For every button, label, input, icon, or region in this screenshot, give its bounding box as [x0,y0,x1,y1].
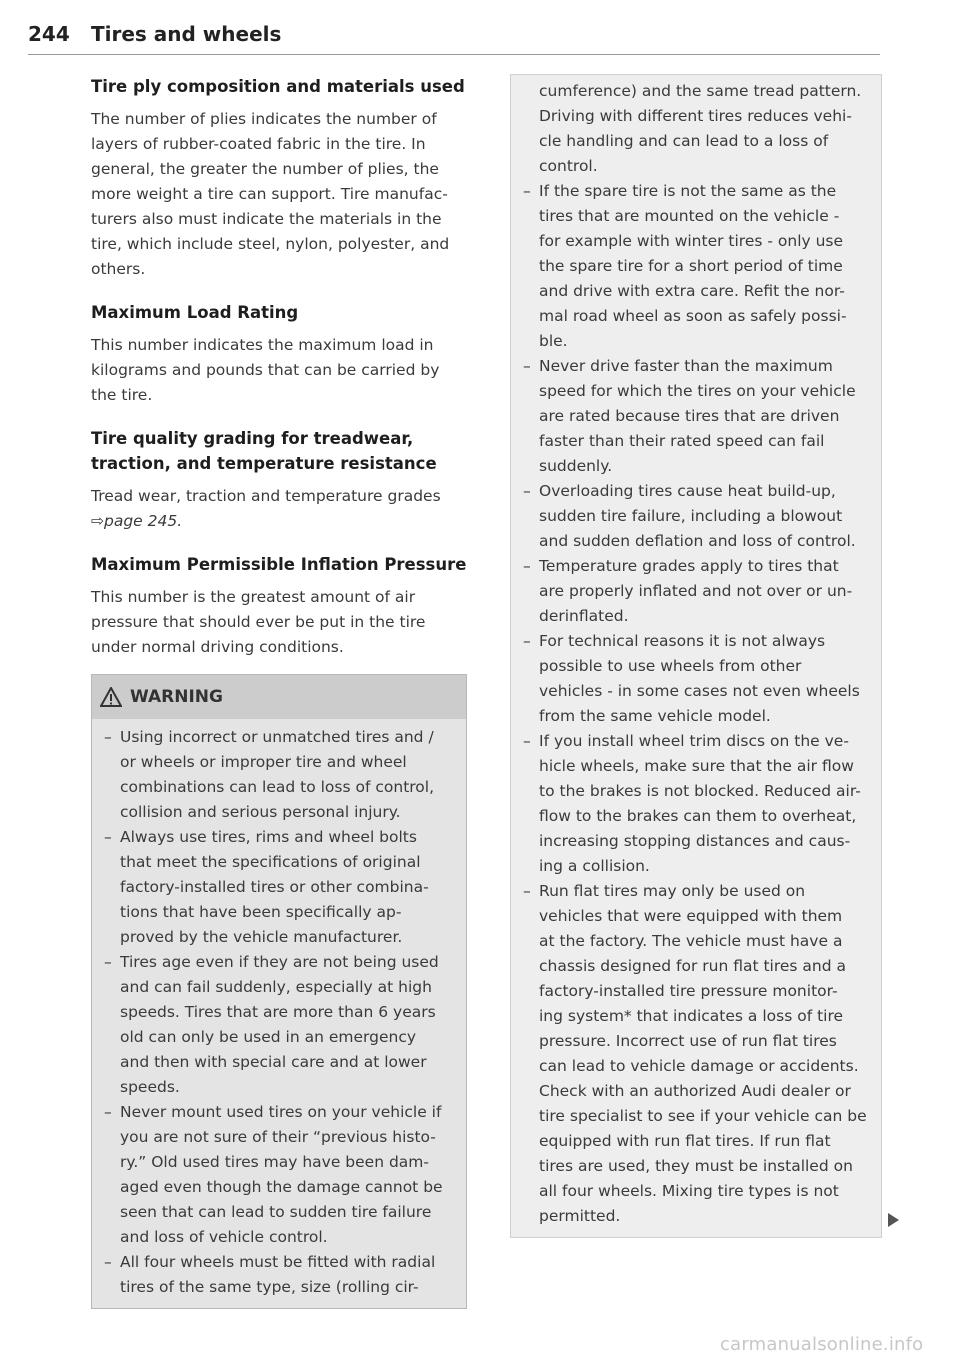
left-column [91,74,467,1309]
section-text: This number indicates the maximum load in kilograms and pounds that can be carried by the tire. [91,336,440,404]
section-quality-grading [91,426,467,534]
list-item: – Tires age even if they are not being used and can fail suddenly, especially at high speeds. Tires that are more than 6 years old can only be used in an emergency and then with special care and at lower speeds. [104,950,454,1100]
warning-header [92,675,466,719]
continuation-text: cumference) and the same tread pattern. Driving with different tires reduces vehi- cle handling and can lead to a loss of control. [539,82,862,175]
warning-triangle-icon [100,687,122,707]
page-number: 244 [28,22,70,46]
list-item: – Run flat tires may only be used on vehicles that were equipped with them at the factory. The vehicle must have a chassis designed for run flat tires and a factory-installed tire pressure monitor- ing system* that indicates a loss of tire pressure. Incorrect use of run flat tires can lead to vehicle damage or accidents. Check with an authorized Audi dealer or tire specialist to see if your vehicle can be equipped with run flat tires. If run flat tires are used, they must be installed on all four wheels. Mixing tire types is not permitted. [523,879,871,1229]
section-heading: Tire quality grading for treadwear, traction, and temperature resistance [91,429,437,473]
section-heading: Maximum Permissible Inflation Pressure [91,555,467,574]
warning-list-continued [523,179,871,1229]
list-item: – Never mount used tires on your vehicle if you are not sure of their “previous histo- ry.” Old used tires may have been dam- aged even though the damage cannot be seen that can lead to sudden tire failure and loss of vehicle control. [104,1100,454,1250]
section-max-inflation [91,552,467,660]
section-heading: Tire ply composition and materials used [91,77,465,96]
warning-title: WARNING [130,687,223,707]
list-item: – Always use tires, rims and wheel bolts that meet the specifications of original factory-installed tires or other combina- tions that have been specifically ap- proved by the vehicle manufacturer. [104,825,454,950]
list-item: – Overloading tires cause heat build-up, sudden tire failure, including a blowout and sudden deflation and loss of control. [523,479,871,554]
section-text: This number is the greatest amount of air pressure that should ever be put in the tire under normal driving conditions. [91,588,426,656]
list-item: – Temperature grades apply to tires that are properly inflated and not over or un- derinflated. [523,554,871,629]
warning-list [92,719,466,1308]
next-page-arrow-icon[interactable] [888,1213,899,1227]
section-max-load [91,300,467,408]
list-item: – Using incorrect or unmatched tires and / or wheels or improper tire and wheel combinations can lead to loss of control, collision and serious personal injury. [104,725,454,825]
chapter-title: Tires and wheels [91,22,282,46]
section-text: Tread wear, traction and temperature grades [91,487,441,505]
list-item: – If you install wheel trim discs on the ve- hicle wheels, make sure that the air flow to the brakes is not blocked. Reduced air- flow to the brakes can them to overheat, increasing stopping distances and caus- ing a collision. [523,729,871,879]
section-ply-composition [91,74,467,282]
section-heading: Maximum Load Rating [91,303,299,322]
list-item: – If the spare tire is not the same as the tires that are mounted on the vehicle - for example with winter tires - only use the spare tire for a short period of time and drive with extra care. Refit the nor- mal road wheel as soon as safely possi- ble. [523,179,871,354]
list-item: – For technical reasons it is not always possible to use wheels from other vehicles - in some cases not even wheels from the same vehicle model. [523,629,871,729]
watermark: carmanualsonline.info [720,1334,924,1355]
list-item: – Never drive faster than the maximum speed for which the tires on your vehicle are rated because tires that are driven faster than their rated speed can fail suddenly. [523,354,871,479]
list-item: – All four wheels must be fitted with radial tires of the same type, size (rolling cir- [104,1250,454,1300]
warning-continuation-box [510,74,882,1238]
page-reference-link[interactable]: ⇨page 245. [91,512,183,530]
page-header [28,20,880,55]
warning-box [91,674,467,1309]
section-text: The number of plies indicates the number of layers of rubber-coated fabric in the tire. In general, the greater the number of plies, the more weight a tire can support. Tire manufac- turers also must indicate the materials in the tire, which include steel, nylon, polyester, and others. [91,110,450,278]
